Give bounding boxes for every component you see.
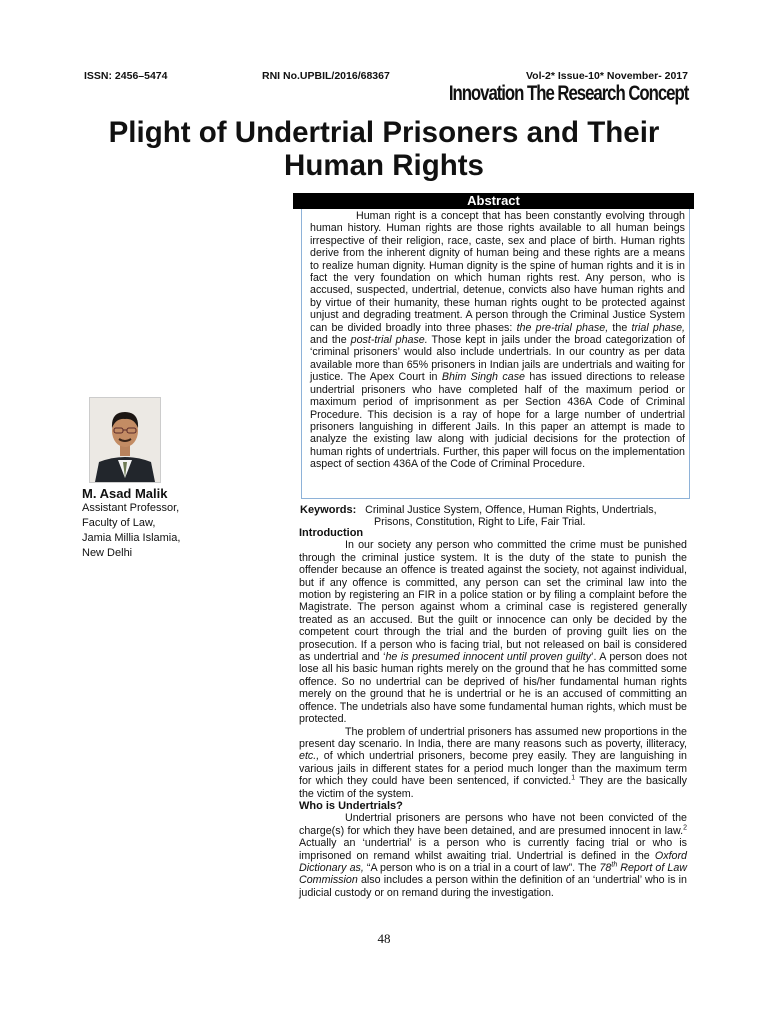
keywords-label: Keywords: [300,504,357,516]
author-city: New Delhi [82,547,133,559]
page-number: 48 [377,931,391,946]
volume-issue: Vol-2* Issue-10* November- 2017 [525,70,688,82]
rni-number: RNI No.UPBIL/2016/68367 [262,70,390,82]
keywords-line-2: Prisons, Constitution, Right to Life, Fair Trial. [374,516,586,529]
author-designation: Assistant Professor, [82,502,180,514]
keywords [300,503,688,529]
author-faculty: Faculty of Law, [82,517,156,529]
introduction-heading: Introduction [299,527,364,539]
main-body [299,527,687,899]
introduction-paragraph-2: The problem of undertrial prisoners has assumed new proportions in the present day scenario. In India, there are many reasons such as poverty, illiteracy, etc., of which undertrial prisoners, become prey easily. They are languishing in various jails in different states for a period much longer than the maximum term for which they could have been sentenced, if convicted.$^1$ They are the basically the victim of the system. [299,725,688,800]
author-university: Jamia Millia Islamia, [82,532,181,544]
issn-number: ISSN: 2456–5474 [84,70,168,82]
paper-title: Plight of Undertrial Prisoners and Their Human Rights [108,116,660,182]
introduction-paragraph-1: In our society any person who committed the crime must be punished through the criminal justice system. It is the duty of the state to punish the offender because an offence is treated against the society, not against individual, but if any offence is committed, any person can set the criminal law into the motion by registering an FIR in a police station or by filing a complaint before the Magistrate. The person against whom a criminal case is registered generally treated as an accused. But the guilt or innocence can only be decided by the competent court through the trial and the burden of proving guilt lies on the prosecution. If a person who is facing trial, but not released on bail is considered as undertrial and ‘he is presumed innocent until proven guilty’. A person does not lose all his basic human rights merely on the ground that he has committed some offence. So no undertrial can be deprived of his/her fundamental human rights merely on the ground that he is undertrial or he is an accused of committing an offence. The undetrials also have some fundamental human rights, which must be protected. [299,539,687,726]
undertrials-paragraph: Undertrial prisoners are persons who have not been convicted of the charge(s) for which they have been detained, and are presumed innocent in law.$^2$ Actually an ‘undertrial’ is a person who is currently facing trial or who is imprisoned on remand whilst awaiting trial. Undertrial is defined in the Oxford Dictionary as, “A person who is on a trial in a court of law”. The 78th Report of Law Commission also includes a person within the definition of an ‘undertrial’ who is in judicial custody or on remand during the investigation. [299,812,687,899]
abstract-heading: Abstract [293,193,694,209]
journal-name: Innovation The Research Concept [448,82,688,105]
keywords-line-1: Criminal Justice System, Offence, Human Rights, Undertrials, [365,504,657,516]
abstract-text: Human right is a concept that has been constantly evolving through human history. Human rights are those rights available to all human beings irrespective of their religion, race, caste, sex and place of birth. Human rights derive from the inherent dignity of human being and these rights are a means to realize human dignity. Human dignity is the spine of human rights and it is in fact the very foundation on which human rights rest. Any person, who is accused, suspected, undertrial, detenue, convicts also have human rights and by virtue of their humanity, these human rights ought to be protected against unjust and degrading treatment. A person through the Criminal Justice System can be divided broadly into three phases: the pre-trial phase, the trial phase, and the post-trial phase. Those kept in jails under the broad categorization of ‘criminal prisoners’ would also include undertrials. In our country as per data available more than 65% prisoners in Indian jails are undertrials and waiting for justice. The Apex Court in Bhim Singh case has issued directions to release undertrial prisoners who have completed half of the maximum period or maximum period of imprisonment as per Section 436A Code of Criminal Procedure. This decision is a ray of hope for a large number of undertrial prisoners languishing in different Jails. In this paper an attempt is made to analyze the existing law along with judicial decisions for the protection of human rights of undertrials. Further, this paper will focus on the implementation aspect of section 436A of the Code of Criminal Procedure. [310,210,686,471]
author-name: M. Asad Malik [82,486,168,501]
undertrials-heading: Who is Undertrials? [299,799,403,812]
author-photo [89,397,161,483]
abstract-box [301,209,690,499]
